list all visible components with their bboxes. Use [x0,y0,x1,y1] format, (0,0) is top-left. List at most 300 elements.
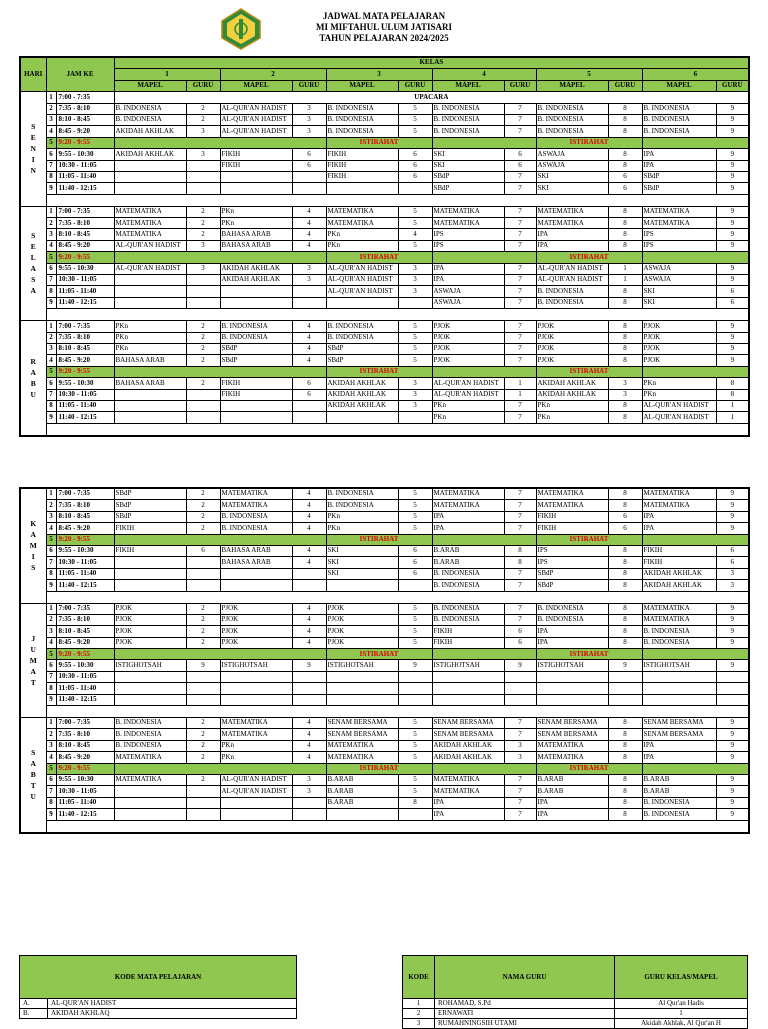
teacher-code-cell: 1 [504,389,536,400]
teacher-code-cell: 2 [186,343,220,354]
period-time: 9:55 - 10:30 [56,545,114,556]
subject-cell: PKn [432,412,504,423]
period-time: 8:45 - 9:20 [56,240,114,251]
schedule-row [20,206,749,217]
teacher-code-cell: 8 [608,626,642,637]
break-cell-mid [432,763,536,774]
period-number: 5 [46,137,56,148]
period-number: 9 [46,297,56,308]
teacher-list-table [402,955,748,1029]
break-label: ISTIRAHAT [326,763,432,774]
spacer-cell [186,820,220,833]
teacher-code-cell: 7 [504,263,536,274]
subject-cell [220,183,292,194]
subject-cell [326,683,398,694]
subject-cell: FIKIH [114,545,186,556]
guru-subject: Al Qur'an Hadis [615,999,748,1009]
teacher-code-cell: 5 [398,488,432,500]
subject-cell: SBdP [536,568,608,579]
day-spacer-row [20,706,749,718]
subject-cell: PKn [326,240,398,251]
teacher-code-cell: 2 [186,614,220,625]
guru-name: ERNAWATI [435,1009,615,1019]
teacher-code-cell: 8 [608,321,642,332]
teacher-code-cell: 5 [398,626,432,637]
subject-cell: ASWAJA [642,275,716,286]
subject-cell: B. INDONESIA [326,500,398,511]
period-number: 9 [46,809,56,820]
teacher-code-cell: 8 [608,206,642,217]
teacher-code-cell: 3 [292,126,326,137]
teacher-code-cell: 8 [608,603,642,614]
schedule-row [20,557,749,568]
teacher-code-cell: 2 [186,511,220,522]
subject-cell: B. INDONESIA [642,809,716,820]
teacher-code-cell [292,797,326,808]
teacher-code-cell [292,171,326,182]
period-number: 6 [46,660,56,671]
teacher-code-cell: 9 [504,660,536,671]
subject-cell: IPA [432,523,504,534]
day-name-jumat: J U M A T [20,603,46,718]
subject-cell: SBdP [114,488,186,500]
subject-cell: AL-QUR'AN HADIST [220,786,292,797]
period-number: 6 [46,545,56,556]
schedule-row [20,786,749,797]
subject-cell: MATEMATIKA [642,500,716,511]
teacher-code-cell: 7 [504,400,536,411]
period-time: 7:35 - 8:10 [56,614,114,625]
period-number: 2 [46,614,56,625]
teacher-code-cell: 4 [292,729,326,740]
teacher-code-cell: 7 [504,126,536,137]
teacher-code-cell: 9 [716,171,749,182]
teacher-code-cell: 8 [504,545,536,556]
teacher-code-cell: 7 [504,718,536,729]
teacher-code-cell: 9 [716,626,749,637]
subject-cell: AKIDAH AKHLAK [114,149,186,160]
schedule-row [20,400,749,411]
subject-cell: MATEMATIKA [642,218,716,229]
subject-cell: B. INDONESIA [220,332,292,343]
subject-cell: FIKIH [326,171,398,182]
period-time: 7:00 - 7:35 [56,206,114,217]
subject-cell: B. INDONESIA [220,523,292,534]
teacher-code-cell: 4 [292,229,326,240]
subject-cell: MATEMATIKA [326,218,398,229]
header-row-class-numbers [20,69,749,80]
subject-cell [220,400,292,411]
teacher-code-cell: 9 [716,511,749,522]
subject-cell [220,286,292,297]
teacher-code-cell: 5 [398,718,432,729]
subject-cell: ASWAJA [642,263,716,274]
subject-cell: IPA [642,149,716,160]
subject-cell: MATEMATIKA [536,752,608,763]
teacher-code-cell: 5 [398,240,432,251]
teacher-code-cell: 6 [292,378,326,389]
teacher-code-cell: 6 [398,557,432,568]
header-row-columns [20,80,749,91]
teacher-code-cell: 7 [504,809,536,820]
teacher-code-cell: 9 [716,740,749,751]
teacher-code-cell [186,786,220,797]
schedule-row [20,694,749,705]
spacer-cell [186,309,220,321]
teacher-code-cell [186,400,220,411]
teacher-code-cell: 3 [292,263,326,274]
teacher-code-cell: 3 [398,275,432,286]
subject-cell: B. INDONESIA [642,626,716,637]
subject-cell: PKn [114,343,186,354]
kode-subject: AKIDAH AKHLAQ [48,1009,297,1019]
teacher-code-cell: 5 [398,114,432,125]
subject-cell: ASWAJA [536,149,608,160]
spacer-cell [398,591,432,603]
subject-cell: PJOK [326,626,398,637]
teacher-code-cell: 4 [292,218,326,229]
subject-cell: B.ARAB [642,774,716,785]
teacher-code-cell: 8 [608,740,642,751]
subject-cell: B. INDONESIA [536,603,608,614]
teacher-code-cell [398,671,432,682]
teacher-code-cell: 3 [186,126,220,137]
spacer-cell [292,820,326,833]
subject-cell: SKI [326,545,398,556]
subject-cell: IPA [536,229,608,240]
schedule-row [20,568,749,579]
subject-cell: AKIDAH AKHLAK [326,389,398,400]
document-title [0,11,768,44]
subject-cell [220,412,292,423]
teacher-code-cell: 5 [398,614,432,625]
guru-code: 1 [403,999,435,1009]
teacher-code-cell [186,694,220,705]
teacher-code-cell: 7 [504,286,536,297]
teacher-code-cell: 9 [716,500,749,511]
subject-cell: PJOK [642,343,716,354]
subject-cell: IPA [432,511,504,522]
break-label: ISTIRAHAT [326,534,432,545]
teacher-code-cell: 8 [716,389,749,400]
spacer-cell [292,423,326,436]
spacer-cell [46,194,56,206]
period-time: 11:05 - 11:40 [56,568,114,579]
day-spacer-row [20,591,749,603]
teacher-code-cell: 9 [716,218,749,229]
spacer-cell [114,423,186,436]
subject-cell: B. INDONESIA [326,114,398,125]
break-cell-mid [432,366,536,377]
period-number: 2 [46,729,56,740]
subject-cell [220,809,292,820]
teacher-code-cell: 7 [504,297,536,308]
teacher-code-cell: 4 [292,626,326,637]
teacher-code-cell: 4 [292,500,326,511]
subject-cell: MATEMATIKA [114,218,186,229]
schedule-row [20,355,749,366]
schedule-row [20,126,749,137]
teacher-code-cell [398,694,432,705]
period-time: 9:55 - 10:30 [56,378,114,389]
period-time: 10:30 - 11:05 [56,557,114,568]
teacher-code-cell [292,297,326,308]
period-number: 1 [46,206,56,217]
schedule-row [20,297,749,308]
subject-cell: IPA [432,797,504,808]
spacer-cell [186,706,220,718]
teacher-code-cell: 7 [504,183,536,194]
schedule-row [20,343,749,354]
class-number-6: 6 [642,69,749,80]
period-time: 9:20 - 9:55 [56,649,114,660]
teacher-code-cell: 8 [608,218,642,229]
period-number: 9 [46,694,56,705]
teacher-code-cell: 7 [504,103,536,114]
spacer-cell [716,309,749,321]
teacher-code-cell: 8 [608,557,642,568]
teacher-code-cell [608,694,642,705]
teacher-code-cell: 9 [716,603,749,614]
teacher-code-cell: 4 [292,488,326,500]
subject-cell [220,568,292,579]
spacer-cell [432,820,504,833]
subject-cell: PJOK [326,603,398,614]
subject-cell: IPA [642,511,716,522]
break-label: ISTIRAHAT [536,137,642,148]
teacher-code-cell: 4 [292,321,326,332]
teacher-code-cell: 4 [292,614,326,625]
spacer-cell [326,309,398,321]
spacer-cell [608,820,642,833]
subject-cell: B. INDONESIA [114,740,186,751]
break-cell-mid [432,534,536,545]
subject-cell: AKIDAH AKHLAK [536,378,608,389]
schedule-row [20,740,749,751]
period-time: 10:30 - 11:05 [56,671,114,682]
period-time: 7:00 - 7:35 [56,321,114,332]
teacher-code-cell: 3 [398,263,432,274]
kode-letter: A. [20,999,48,1009]
subject-cell: AKIDAH AKHLAK [432,752,504,763]
teacher-code-cell [608,671,642,682]
teacher-code-cell: 8 [608,637,642,648]
kode-subject: AL-QUR'AN HADIST [48,999,297,1009]
guru-header: GURU [292,80,326,91]
subject-cell: B. INDONESIA [432,103,504,114]
teacher-code-cell: 2 [186,603,220,614]
teacher-code-cell: 9 [716,523,749,534]
teacher-code-cell: 2 [186,626,220,637]
subject-cell [114,786,186,797]
jam-ke-header: JAM KE [46,57,114,92]
subject-cell: FIKIH [220,160,292,171]
schedule-row [20,92,749,103]
break-cell-left [114,137,326,148]
break-label: ISTIRAHAT [536,649,642,660]
subject-cell: BAHASA ARAB [114,355,186,366]
teacher-code-cell [292,694,326,705]
title-line-1: JADWAL MATA PELAJARAN [322,11,446,21]
spacer-cell [608,309,642,321]
teacher-code-cell: 6 [504,637,536,648]
subject-cell: IPS [536,557,608,568]
schedule-row [20,263,749,274]
subject-cell: ISTIGHOTSAH [326,660,398,671]
subject-cell: SKI [536,171,608,182]
break-cell-mid [432,252,536,263]
teacher-code-cell: 9 [716,343,749,354]
subject-cell: SKI [536,183,608,194]
teacher-code-cell [186,160,220,171]
subject-cell: AL-QUR'AN HADIST [536,275,608,286]
break-cell-right [642,649,749,660]
subject-cell: SBdP [114,511,186,522]
guru-header: GURU [186,80,220,91]
teacher-code-cell: 6 [716,557,749,568]
period-time: 7:00 - 7:35 [56,92,114,103]
break-label: ISTIRAHAT [326,137,432,148]
spacer-cell [716,706,749,718]
teacher-code-cell: 3 [292,786,326,797]
teacher-code-cell: 5 [398,332,432,343]
subject-cell: ISTIGHOTSAH [642,660,716,671]
teacher-code-cell [504,683,536,694]
subject-cell: PKn [114,332,186,343]
teacher-code-cell: 8 [608,786,642,797]
period-time: 8:45 - 9:20 [56,126,114,137]
subject-cell [536,694,608,705]
teacher-code-cell: 7 [504,321,536,332]
teacher-code-cell: 2 [186,229,220,240]
teacher-code-cell: 8 [608,580,642,591]
teacher-code-cell: 1 [608,275,642,286]
day-spacer-row [20,194,749,206]
spacer-cell [536,194,608,206]
subject-cell: B. INDONESIA [114,729,186,740]
day-name-selasa: S E L A S A [20,206,46,321]
teacher-code-cell [186,286,220,297]
teacher-code-cell [716,683,749,694]
period-number: 6 [46,378,56,389]
subject-cell: BAHASA ARAB [220,240,292,251]
teacher-code-cell [398,580,432,591]
subject-cell: AL-QUR'AN HADIST [220,774,292,785]
subject-cell: MATEMATIKA [220,718,292,729]
period-time: 11:40 - 12:15 [56,297,114,308]
period-time: 11:40 - 12:15 [56,412,114,423]
subject-cell: MATEMATIKA [114,752,186,763]
subject-cell: PJOK [114,603,186,614]
teacher-code-cell: 9 [716,718,749,729]
teacher-code-cell: 2 [186,114,220,125]
subject-cell: PJOK [114,614,186,625]
teacher-code-cell: 5 [398,729,432,740]
teacher-code-cell [186,557,220,568]
teacher-code-cell [292,286,326,297]
teacher-code-cell: 9 [716,488,749,500]
period-time: 10:30 - 11:05 [56,389,114,400]
kode-letter: B. [20,1009,48,1019]
teacher-code-cell: 4 [292,343,326,354]
teacher-code-cell: 9 [716,321,749,332]
subject-cell: B. INDONESIA [220,321,292,332]
subject-cell: B. INDONESIA [536,286,608,297]
subject-cell: SENAM BERSAMA [432,718,504,729]
period-number: 4 [46,240,56,251]
subject-cell: AL-QUR'AN HADIST [432,389,504,400]
teacher-code-cell [186,389,220,400]
schedule-row [20,774,749,785]
subject-cell: PJOK [114,637,186,648]
subject-cell: PKn [220,218,292,229]
teacher-code-cell: 5 [398,500,432,511]
period-time: 9:20 - 9:55 [56,763,114,774]
period-number: 8 [46,400,56,411]
subject-cell: SBdP [220,355,292,366]
subject-cell: PJOK [536,355,608,366]
subject-cell [220,171,292,182]
teacher-code-cell [292,580,326,591]
period-time: 8:10 - 8:45 [56,114,114,125]
subject-cell: AL-QUR'AN HADIST [326,263,398,274]
period-time: 9:20 - 9:55 [56,366,114,377]
schedule-row [20,545,749,556]
period-time: 9:55 - 10:30 [56,149,114,160]
break-cell-mid [432,649,536,660]
teacher-code-cell: 5 [398,786,432,797]
spacer-cell [716,820,749,833]
period-time: 7:35 - 8:10 [56,332,114,343]
period-number: 4 [46,355,56,366]
teacher-code-cell: 7 [504,786,536,797]
teacher-code-cell: 2 [186,500,220,511]
spacer-cell [292,194,326,206]
spacer-cell [536,706,608,718]
subject-cell: PKn [326,229,398,240]
subject-cell: PJOK [432,321,504,332]
schedule-row [20,718,749,729]
teacher-code-cell [186,412,220,423]
schedule-row [20,809,749,820]
spacer-cell [114,591,186,603]
spacer-cell [398,423,432,436]
teacher-code-cell: 8 [608,774,642,785]
subject-cell [220,580,292,591]
spacer-cell [432,706,504,718]
teacher-code-cell: 3 [398,400,432,411]
teacher-code-cell: 2 [186,488,220,500]
period-time: 9:55 - 10:30 [56,774,114,785]
guru-table-header-2: GURU KELAS/MAPEL [615,956,748,999]
break-row [20,649,749,660]
subject-cell: SENAM BERSAMA [642,718,716,729]
subject-cell [114,400,186,411]
subject-cell: BAHASA ARAB [220,545,292,556]
subject-cell: B. INDONESIA [432,580,504,591]
teacher-code-cell: 3 [292,114,326,125]
subject-cell: MATEMATIKA [536,206,608,217]
subject-cell: MATEMATIKA [432,488,504,500]
subject-cell: B.ARAB [326,774,398,785]
teacher-code-cell: 8 [608,229,642,240]
subject-cell: B. INDONESIA [326,126,398,137]
subject-cell: AL-QUR'AN HADIST [642,400,716,411]
teacher-code-cell: 9 [716,263,749,274]
teacher-code-cell: 6 [504,160,536,171]
subject-cell: B. INDONESIA [432,114,504,125]
schedule-row [20,637,749,648]
